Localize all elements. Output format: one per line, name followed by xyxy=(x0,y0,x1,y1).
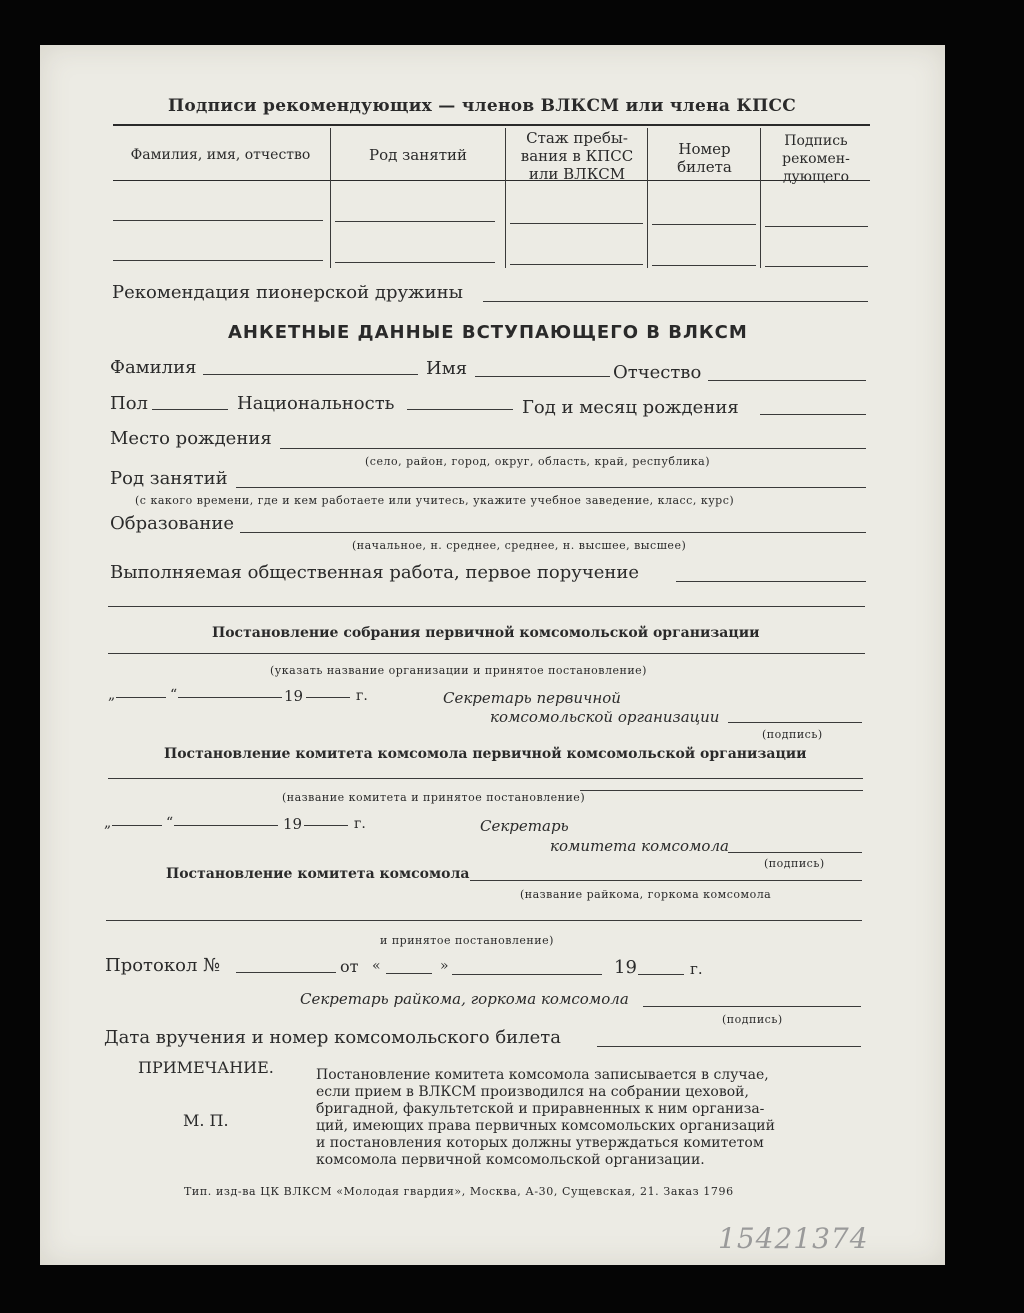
occupation-label: Род занятий xyxy=(110,468,228,489)
protocol-number-field[interactable] xyxy=(236,972,336,973)
pioneer-recommendation-field[interactable] xyxy=(483,301,868,302)
surname-field[interactable] xyxy=(203,374,418,375)
table-header-rule xyxy=(113,180,870,181)
protocol-year-prefix: 19 xyxy=(614,957,637,978)
col-header-card: Номер билета xyxy=(677,140,732,176)
patronymic-field[interactable] xyxy=(708,380,866,381)
primary-meeting-title: Постановление собрания первичной комсомольской организации xyxy=(212,625,760,641)
birthplace-hint: (село, район, город, округ, область, край, республика) xyxy=(365,455,711,468)
district-committee-hint-2: и принятое постановление) xyxy=(380,934,554,947)
table-blank-line xyxy=(335,262,495,263)
note-label: ПРИМЕЧАНИЕ. xyxy=(138,1058,274,1077)
protocol-day-field[interactable] xyxy=(386,973,432,974)
protocol-from-label: от xyxy=(340,957,359,976)
primary-committee-sign-hint: (подпись) xyxy=(764,857,825,870)
primary-meeting-signature-field[interactable] xyxy=(728,722,862,723)
table-blank-line xyxy=(335,221,495,222)
protocol-label: Протокол № xyxy=(105,955,221,976)
primary-committee-field[interactable] xyxy=(108,778,863,779)
primary-committee-field-extra[interactable] xyxy=(580,790,863,791)
primary-committee-signature-field[interactable] xyxy=(728,852,862,853)
pioneer-recommendation-label: Рекомендация пионерской дружины xyxy=(112,282,463,303)
primary-meeting-field[interactable] xyxy=(108,653,865,654)
social-work-field[interactable] xyxy=(676,581,866,582)
protocol-quote-close: » xyxy=(440,958,449,974)
primary-meeting-year-suffix: г. xyxy=(356,688,368,704)
protocol-quote-open: « xyxy=(372,958,381,974)
patronymic-label: Отчество xyxy=(613,362,702,383)
primary-committee-month-field[interactable] xyxy=(174,825,278,826)
primary-meeting-date-open: „ xyxy=(108,687,116,703)
primary-committee-date-open: „ xyxy=(104,815,112,831)
education-hint: (начальное, н. среднее, среднее, н. высшее, высшее) xyxy=(352,539,687,552)
district-committee-title: Постановление комитета комсомола xyxy=(166,866,470,882)
primary-meeting-sign-hint: (подпись) xyxy=(762,728,823,741)
district-secretary-signature-field[interactable] xyxy=(643,1006,861,1007)
birth-date-field[interactable] xyxy=(760,414,866,415)
col-header-sign: Подпись рекомен- дующего xyxy=(782,133,850,185)
stamp-label: М. П. xyxy=(183,1111,229,1130)
sex-label: Пол xyxy=(110,393,148,414)
table-blank-line xyxy=(652,224,756,225)
protocol-month-field[interactable] xyxy=(452,974,602,975)
table-blank-line xyxy=(765,266,868,267)
col-header-tenure: Стаж пребы- вания в КПСС или ВЛКСМ xyxy=(520,129,634,183)
card-issue-field[interactable] xyxy=(597,1046,861,1047)
primary-committee-title: Постановление комитета комсомола первичной комсомольской организации xyxy=(164,746,807,762)
primary-committee-date-close: “ xyxy=(166,815,174,831)
birthplace-label: Место рождения xyxy=(110,428,272,449)
table-col-divider xyxy=(760,128,761,268)
imprint: Тип. изд-ва ЦК ВЛКСМ «Молодая гвардия», Москва, А-30, Сущевская, 21. Заказ 1796 xyxy=(184,1185,734,1198)
social-work-label: Выполняемая общественная работа, первое поручение xyxy=(110,562,640,583)
nationality-label: Национальность xyxy=(237,393,395,414)
table-blank-line xyxy=(113,260,323,261)
recommenders-title: Подписи рекомендующих — членов ВЛКСМ или члена КПСС xyxy=(168,96,797,116)
table-blank-line xyxy=(510,223,643,224)
primary-meeting-hint: (указать название организации и принятое постановление) xyxy=(270,664,647,677)
primary-committee-year-prefix: 19 xyxy=(283,815,303,833)
primary-meeting-month-field[interactable] xyxy=(178,697,282,698)
primary-committee-day-field[interactable] xyxy=(112,825,162,826)
name-label: Имя xyxy=(426,358,468,379)
sex-field[interactable] xyxy=(152,409,228,410)
district-committee-field[interactable] xyxy=(470,880,862,881)
occupation-hint: (с какого времени, где и кем работаете или учитесь, укажите учебное заведение, класс, курс) xyxy=(135,494,735,507)
district-secretary-label: Секретарь райкома, горкома комсомола xyxy=(300,990,629,1008)
primary-meeting-secretary-2: комсомольской организации xyxy=(490,708,720,726)
primary-meeting-year-prefix: 19 xyxy=(284,687,304,705)
table-col-divider xyxy=(647,128,648,268)
nationality-field[interactable] xyxy=(407,409,513,410)
primary-committee-year-suffix: г. xyxy=(354,816,366,832)
protocol-year-field[interactable] xyxy=(638,974,684,975)
surname-label: Фамилия xyxy=(110,357,197,378)
social-work-field-extra[interactable] xyxy=(108,606,865,607)
table-blank-line xyxy=(510,264,643,265)
district-committee-field-extra[interactable] xyxy=(106,920,862,921)
primary-meeting-date-close: “ xyxy=(170,687,178,703)
district-committee-hint-1: (название райкома, горкома комсомола xyxy=(520,888,772,901)
note-text: Постановление комитета комсомола записывается в случае, если прием в ВЛКСМ производился на собрании цеховой, бригадной, факультетской и приравненных к ним организа- ций, имеющих права первичных комсомольских организаций и постановления которых должны утверждаться комитетом комсомола первичной комсомольской организации. xyxy=(316,1067,775,1168)
handwritten-number: 15421374 xyxy=(718,1222,869,1255)
table-blank-line xyxy=(765,226,868,227)
table-col-divider xyxy=(330,128,331,268)
primary-committee-secretary-1: Секретарь xyxy=(480,817,569,835)
primary-meeting-secretary-1: Секретарь первичной xyxy=(443,689,621,707)
birth-date-label: Год и месяц рождения xyxy=(522,397,739,418)
applicant-title: АНКЕТНЫЕ ДАННЫЕ ВСТУПАЮЩЕГО В ВЛКСМ xyxy=(228,322,748,343)
col-header-occupation: Род занятий xyxy=(368,146,467,164)
district-sign-hint: (подпись) xyxy=(722,1013,783,1026)
education-label: Образование xyxy=(110,513,235,534)
table-top-rule xyxy=(113,124,870,126)
col-header-name: Фамилия, имя, отчество xyxy=(130,147,311,163)
table-blank-line xyxy=(652,265,756,266)
education-field[interactable] xyxy=(240,532,866,533)
protocol-year-suffix: г. xyxy=(690,960,703,978)
card-issue-label: Дата вручения и номер комсомольского билета xyxy=(104,1027,561,1048)
primary-meeting-day-field[interactable] xyxy=(116,697,166,698)
occupation-field[interactable] xyxy=(236,487,866,488)
primary-committee-secretary-2: комитета комсомола xyxy=(550,837,729,855)
name-field[interactable] xyxy=(475,376,610,377)
primary-committee-hint: (название комитета и принятое постановление) xyxy=(282,791,586,804)
primary-committee-year-field[interactable] xyxy=(304,825,348,826)
birthplace-field[interactable] xyxy=(280,448,866,449)
primary-meeting-year-field[interactable] xyxy=(306,697,350,698)
table-blank-line xyxy=(113,220,323,221)
table-col-divider xyxy=(505,128,506,268)
